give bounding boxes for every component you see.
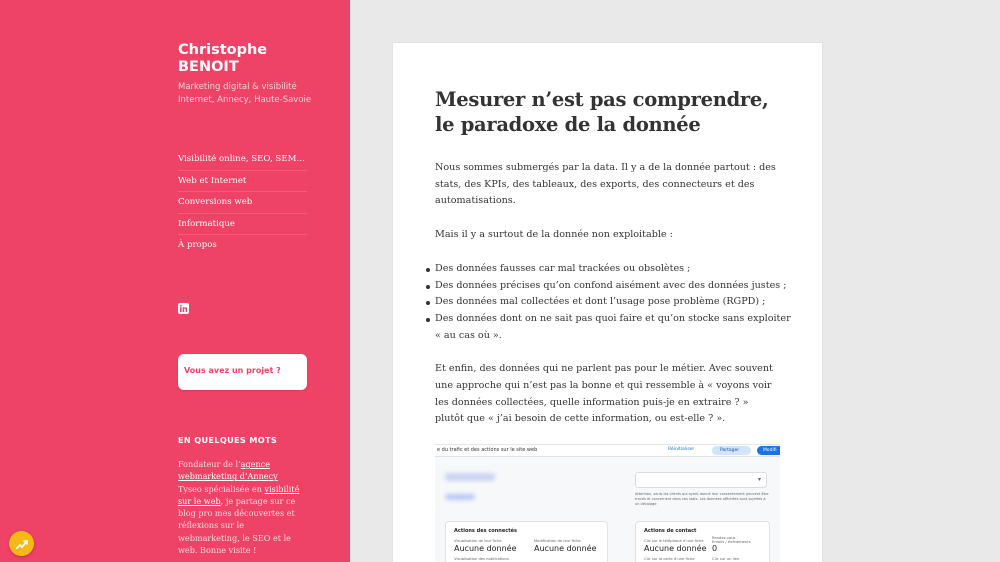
screenshot-select: [635, 472, 767, 488]
card-label: Emails / événements: [712, 540, 751, 544]
chat-icon[interactable]: [9, 531, 34, 556]
visibility-link[interactable]: visibilité sur le web: [178, 483, 300, 506]
screenshot-toolbar: [435, 445, 780, 457]
widget-text-part: Fondateur de l’: [178, 459, 241, 469]
nav-item-web-internet[interactable]: Web et Internet: [178, 171, 307, 193]
screenshot-toolbar-title: e du trafic et des actions sur le site web: [437, 447, 538, 453]
list-item-continuation: « au cas où ».: [435, 329, 502, 341]
chevron-down-icon: ▾: [757, 476, 761, 483]
nav-item-visibilite[interactable]: Visibilité online, SEO, SEM…: [178, 149, 307, 171]
card-label: Clic sur le téléphone d’une fiche: [644, 539, 704, 543]
card-title: Actions de contact: [644, 528, 697, 534]
post-title: Mesurer n’est pas comprendre, le paradoxe de la donnée: [435, 88, 769, 136]
article-card: [393, 43, 822, 562]
card-title: Actions des connectés: [454, 528, 517, 534]
list-item: Des données précises qu’on confond aisément avec des données justes ;: [435, 278, 780, 295]
sidebar: [0, 0, 350, 562]
bullet-list: [435, 261, 791, 345]
blurred-link: [445, 494, 475, 500]
card-value: Aucune donnée: [454, 544, 517, 553]
site-description: Marketing digital & visibilité Internet, Annecy, Haute-Savoie: [178, 82, 312, 105]
contact-actions-card: [635, 521, 770, 562]
card-label: Modification de leur fiche: [534, 539, 581, 543]
share-button: Partager: [712, 446, 751, 455]
paragraph: Mais il y a surtout de la donnée non exploitable :: [435, 229, 673, 241]
linkedin-icon[interactable]: [178, 299, 189, 310]
widget-text-part: Tyseo spécialisée en: [178, 483, 265, 494]
site-title[interactable]: Christophe BENOIT: [178, 42, 268, 75]
reset-button: Réinitialiser: [668, 447, 695, 452]
list-item: Des données fausses car mal trackées ou obsolètes ;: [435, 261, 780, 278]
card-label: Visualisation des notifications: [454, 557, 509, 561]
project-cta-label: Vous avez un projet ?: [184, 366, 281, 375]
nav-item-a-propos[interactable]: À propos: [178, 240, 217, 250]
main-navigation: [178, 149, 307, 257]
card-value: 0: [712, 544, 718, 553]
widget-title: EN QUELQUES MOTS: [178, 435, 278, 445]
paragraph: Et enfin, des données qui ne parlent pas pour le métier. Avec souvent une approche qui n’est pas la bonne et qui ressemble à « voyons voir les données collectées, quelle information puis-je en extraire ? » plutôt que « j’ai besoin de cette information, ou est-elle ? ».: [435, 363, 773, 425]
card-value: Aucune donnée: [644, 544, 707, 553]
card-label: Rendez-vous: [712, 536, 736, 540]
article-screenshot: [435, 444, 780, 562]
widget-text: [178, 458, 303, 556]
card-label: Visualisation de leur fiche: [454, 539, 502, 543]
nav-item-conversions[interactable]: Conversions web: [178, 192, 307, 214]
nav-item-informatique[interactable]: Informatique: [178, 214, 307, 236]
list-item: Des données mal collectées et dont l’usage pose problème (RGPD) ;: [435, 294, 780, 311]
card-label: Clic sur un lien: [712, 557, 740, 561]
card-label: Clic sur la carte d’une fiche: [644, 557, 695, 561]
edit-button: Modifi: [757, 446, 780, 455]
list-item: Des données dont on ne sait pas quoi faire et qu’on stocke sans exploiter: [435, 311, 780, 328]
paragraph: Nous sommes submergés par la data. Il y a de la donnée partout : des stats, des KPIs, des tableaux, des exports, des connecteurs et des automatisations.: [435, 162, 776, 207]
screenshot-note: Attention, seuls les clients qui ayant donné leur consentement peuvent être tracés et concernent dans ces stats. Les données affichées sont sujettes à un décalage: [635, 492, 769, 506]
blurred-title: [445, 473, 495, 481]
connected-actions-card: [445, 521, 608, 562]
project-cta-button[interactable]: [178, 354, 307, 390]
card-value: Aucune donnée: [534, 544, 597, 553]
agency-link[interactable]: agence webmarketing d’Annecy: [178, 459, 278, 482]
post-content: [435, 160, 791, 445]
widget-text-part: , je partage sur ce blog pro mes découvertes et réflexions sur le webmarketing, le SEO et le web. Bonne visite !: [178, 495, 296, 556]
